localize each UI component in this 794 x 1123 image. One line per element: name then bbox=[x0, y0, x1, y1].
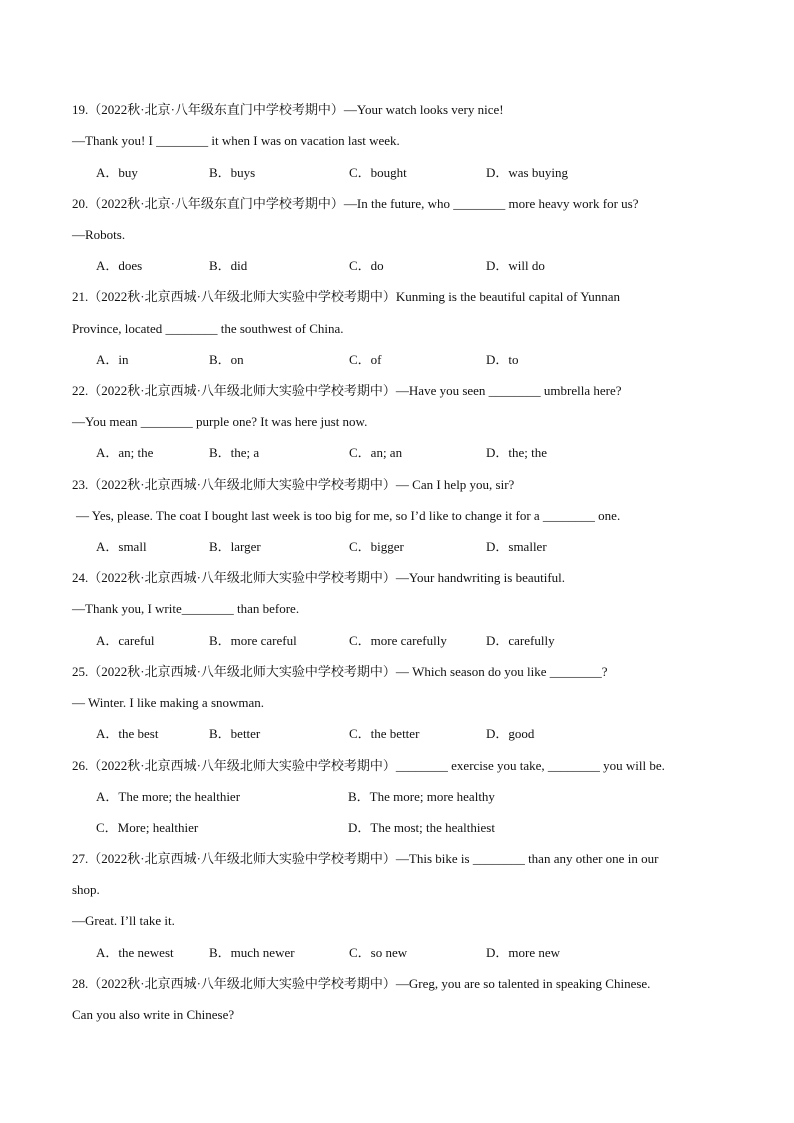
option-a: A．an; the bbox=[96, 445, 154, 460]
option-b: B．on bbox=[209, 352, 244, 367]
question-20-stem: 20.（2022秋·北京·八年级东直门中学校考期中）—In the future, who ________ more heavy work for us? bbox=[72, 196, 639, 211]
question-27-response: —Great. I’ll take it. bbox=[72, 913, 175, 928]
question-25-response: — Winter. I like making a snowman. bbox=[72, 695, 265, 710]
option-c: C．an; an bbox=[349, 445, 403, 460]
option-a: A．does bbox=[96, 258, 143, 273]
question-25-stem: 25.（2022秋·北京西城·八年级北师大实验中学校考期中）— Which season do you like ________? bbox=[72, 664, 608, 679]
option-a: A．small bbox=[96, 539, 147, 554]
option-d: D．good bbox=[486, 726, 535, 741]
option-a: A．the best bbox=[96, 726, 159, 741]
question-21-stem: 21.（2022秋·北京西城·八年级北师大实验中学校考期中）Kunming is the beautiful capital of Yunnan bbox=[72, 289, 620, 304]
option-b: B．better bbox=[209, 726, 261, 741]
question-23-response: — Yes, please. The coat I bought last week is too big for me, so I’d like to change it for a ________ one. bbox=[76, 508, 621, 523]
question-24-response: —Thank you, I write________ than before. bbox=[72, 601, 300, 616]
question-28-stem-cont: Can you also write in Chinese? bbox=[72, 1007, 235, 1022]
question-19-stem: 19.（2022秋·北京·八年级东直门中学校考期中）—Your watch looks very nice! bbox=[72, 102, 504, 117]
option-a: A．in bbox=[96, 352, 129, 367]
option-a: A．The more; the healthier bbox=[96, 789, 241, 804]
option-c: C．bigger bbox=[349, 539, 404, 554]
option-d: D．The most; the healthiest bbox=[348, 820, 495, 835]
option-d: D．carefully bbox=[486, 633, 555, 648]
option-a: A．careful bbox=[96, 633, 155, 648]
question-23-stem: 23.（2022秋·北京西城·八年级北师大实验中学校考期中）— Can I help you, sir? bbox=[72, 477, 515, 492]
question-27-stem-cont: shop. bbox=[72, 882, 100, 897]
option-d: D．more new bbox=[486, 945, 561, 960]
option-d: D．smaller bbox=[486, 539, 547, 554]
option-c: C．bought bbox=[349, 165, 407, 180]
option-d: D．will do bbox=[486, 258, 545, 273]
question-21-stem-cont: Province, located ________ the southwest of China. bbox=[72, 321, 344, 336]
option-d: D．the; the bbox=[486, 445, 548, 460]
question-26-stem: 26.（2022秋·北京西城·八年级北师大实验中学校考期中）________ exercise you take, ________ you will be. bbox=[72, 758, 665, 773]
option-b: B．The more; more healthy bbox=[348, 789, 495, 804]
option-d: D．was buying bbox=[486, 165, 568, 180]
option-c: C．of bbox=[349, 352, 382, 367]
option-a: A．buy bbox=[96, 165, 138, 180]
question-19-response: —Thank you! I ________ it when I was on vacation last week. bbox=[72, 133, 400, 148]
option-c: C．More; healthier bbox=[96, 820, 199, 835]
option-b: B．buys bbox=[209, 165, 256, 180]
option-b: B．did bbox=[209, 258, 248, 273]
question-22-stem: 22.（2022秋·北京西城·八年级北师大实验中学校考期中）—Have you seen ________ umbrella here? bbox=[72, 383, 622, 398]
option-c: C．do bbox=[349, 258, 384, 273]
question-28-stem: 28.（2022秋·北京西城·八年级北师大实验中学校考期中）—Greg, you are so talented in speaking Chinese. bbox=[72, 976, 651, 991]
option-c: C．the better bbox=[349, 726, 420, 741]
option-b: B．larger bbox=[209, 539, 261, 554]
option-b: B．much newer bbox=[209, 945, 295, 960]
option-b: B．the; a bbox=[209, 445, 260, 460]
question-24-stem: 24.（2022秋·北京西城·八年级北师大实验中学校考期中）—Your handwriting is beautiful. bbox=[72, 570, 566, 585]
question-22-response: —You mean ________ purple one? It was here just now. bbox=[72, 414, 368, 429]
option-c: C．so new bbox=[349, 945, 408, 960]
option-a: A．the newest bbox=[96, 945, 174, 960]
option-d: D．to bbox=[486, 352, 519, 367]
question-27-stem: 27.（2022秋·北京西城·八年级北师大实验中学校考期中）—This bike is ________ than any other one in our bbox=[72, 851, 659, 866]
question-20-response: —Robots. bbox=[72, 227, 126, 242]
option-c: C．more carefully bbox=[349, 633, 447, 648]
option-b: B．more careful bbox=[209, 633, 297, 648]
